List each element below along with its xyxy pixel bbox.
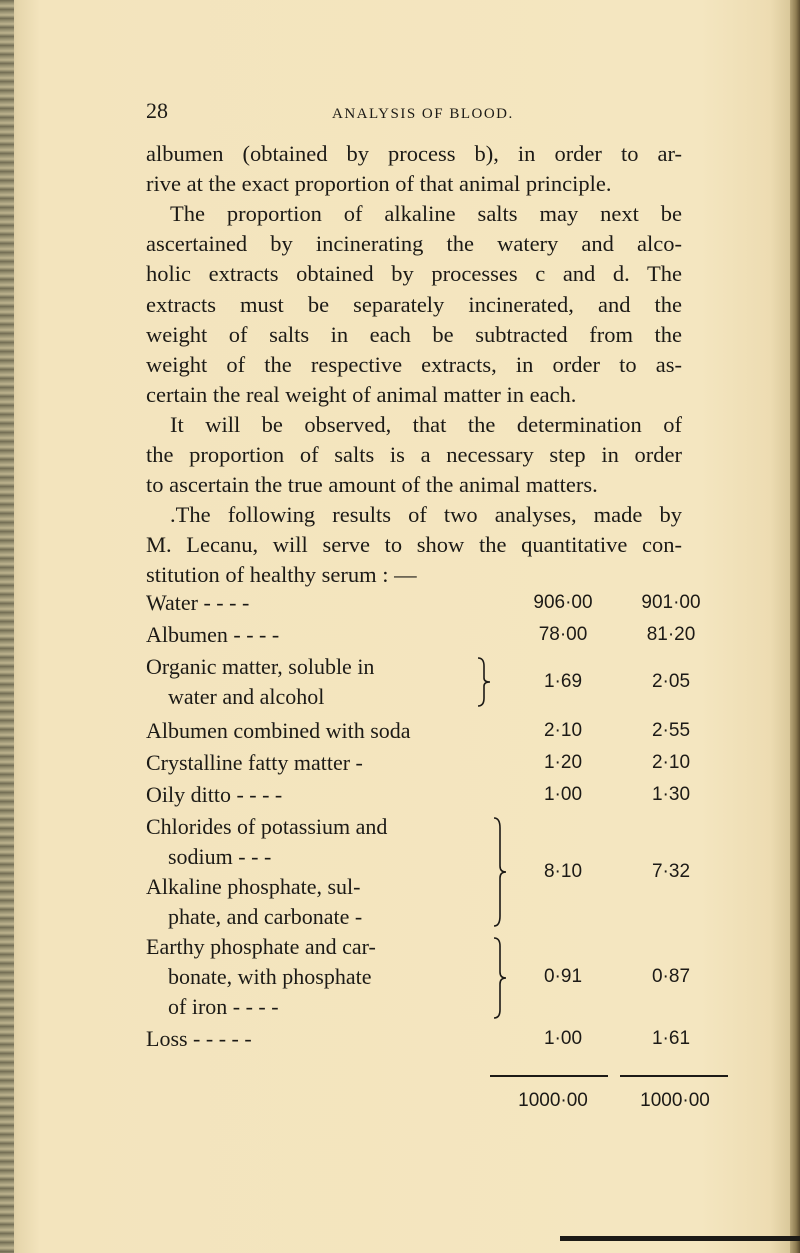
total-analysis-1: 1000·00 [518, 1090, 588, 1111]
value-analysis-1: 1·69 [543, 671, 583, 692]
text-line: weight of the respective extracts, in order to as- [146, 352, 682, 378]
value-analysis-1: 0·91 [543, 966, 583, 987]
value-analysis-2: 2·55 [651, 720, 691, 741]
text-line: to ascertain the true amount of the animal matters. [146, 472, 598, 498]
text-line: holic extracts obtained by processes c and d. The [146, 261, 682, 287]
row-label: Albumen - - - - [146, 622, 280, 647]
right-brace-icon [492, 816, 508, 928]
running-head: ANALYSIS OF BLOOD. [332, 106, 514, 122]
total-analysis-2: 1000·00 [640, 1090, 710, 1111]
value-analysis-2: 0·87 [651, 966, 691, 987]
value-analysis-1: 1·00 [543, 784, 583, 805]
right-brace-icon [492, 936, 508, 1020]
text-line: weight of salts in each be subtracted from the [146, 321, 682, 347]
value-analysis-2: 81·20 [646, 624, 696, 645]
text-line: the proportion of salts is a necessary step in order [146, 442, 682, 468]
bottom-rule [560, 1236, 800, 1241]
right-brace-icon [476, 656, 492, 708]
text-line: The proportion of alkaline salts may next be [170, 201, 682, 226]
value-analysis-1: 2·10 [543, 720, 583, 741]
row-label-continued: water and alcohol [168, 684, 325, 709]
text-line: It will be observed, that the determination of [170, 412, 682, 437]
value-analysis-1: 78·00 [538, 624, 588, 645]
text-line: albumen (obtained by process b), in order to ar- [146, 141, 682, 166]
value-analysis-1: 1·00 [543, 1028, 583, 1049]
text-line: M. Lecanu, will serve to show the quantitative con- [146, 532, 682, 558]
row-label: Organic matter, soluble in [146, 654, 375, 679]
row-label: Albumen combined with soda [146, 718, 411, 743]
value-analysis-1: 906·00 [533, 592, 593, 613]
text-line: certain the real weight of animal matter in each. [146, 382, 577, 408]
text-line: ascertained by incinerating the watery and alco- [146, 231, 682, 257]
page-edge [790, 0, 800, 1253]
value-analysis-2: 2·05 [651, 671, 691, 692]
value-analysis-1: 1·20 [543, 752, 583, 773]
text-line: stitution of healthy serum : — [146, 562, 417, 588]
text-line: .The following results of two analyses, made by [170, 502, 682, 527]
total-rule-1 [490, 1075, 608, 1077]
row-label-continued: bonate, with phosphate [168, 964, 372, 989]
paragraph-4 [146, 500, 682, 591]
value-analysis-2: 2·10 [651, 752, 691, 773]
total-rule-2 [620, 1075, 728, 1077]
paragraph-2 [146, 199, 682, 410]
value-analysis-1: 8·10 [543, 861, 583, 882]
text-line: rive at the exact proportion of that animal principle. [146, 171, 612, 197]
row-label: Loss - - - - - [146, 1026, 252, 1051]
paragraph-3 [146, 410, 682, 501]
value-analysis-2: 7·32 [651, 861, 691, 882]
paragraph-1 [146, 139, 682, 199]
row-label: Water - - - - [146, 590, 250, 615]
row-label: Chlorides of potassium and [146, 814, 388, 839]
text-line: extracts must be separately incinerated, and the [146, 291, 682, 317]
row-label: Crystalline fatty matter - [146, 750, 363, 775]
row-label-continued: of iron - - - - [168, 994, 279, 1019]
value-analysis-2: 901·00 [641, 592, 701, 613]
row-label: Earthy phosphate and car- [146, 934, 376, 959]
value-analysis-2: 1·30 [651, 784, 691, 805]
book-gutter [0, 0, 14, 1253]
row-label: Oily ditto - - - - [146, 782, 283, 807]
row-label-continued: phate, and carbonate - [168, 904, 363, 929]
page-number: 28 [146, 98, 168, 123]
row-label-continued: sodium - - - [168, 844, 272, 869]
value-analysis-2: 1·61 [651, 1028, 691, 1049]
row-label-continued: Alkaline phosphate, sul- [146, 874, 361, 899]
